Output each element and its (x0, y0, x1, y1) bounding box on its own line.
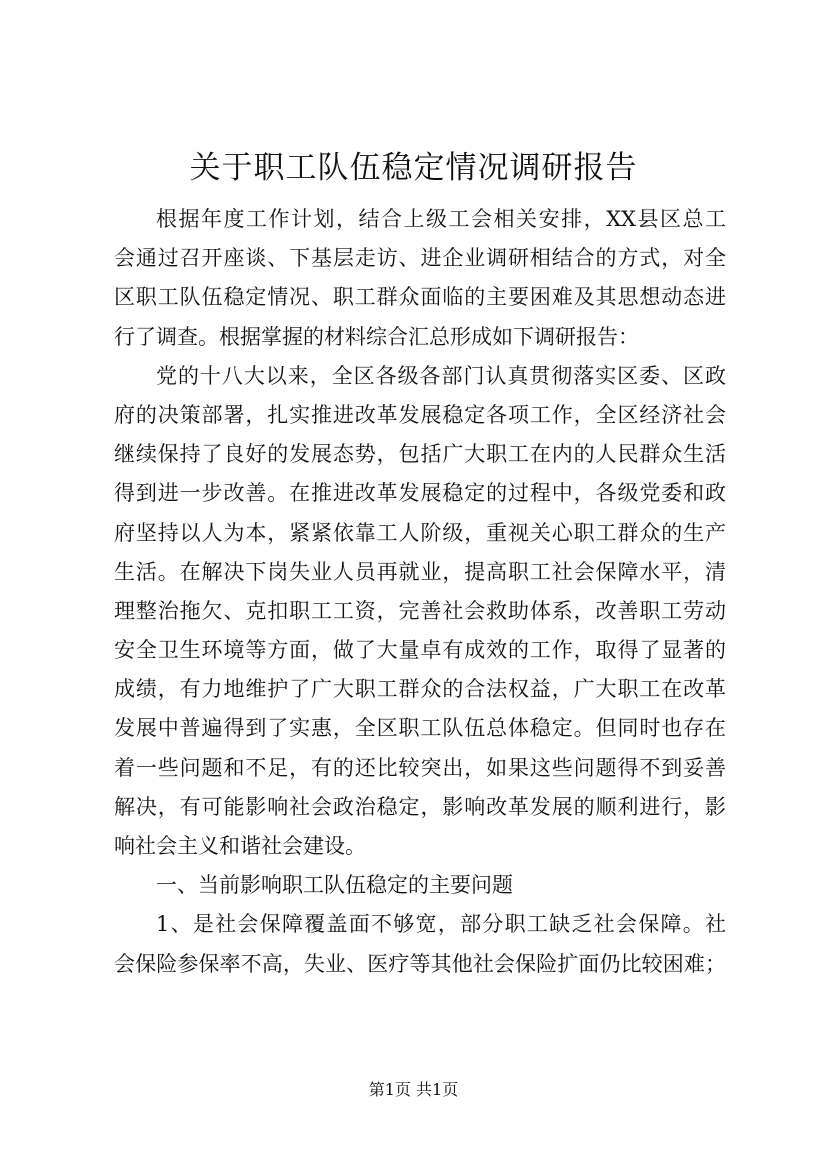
paragraph-line: 会保险参保率不高，失业、医疗等其他社会保险扩面仍比较困难； (114, 951, 726, 976)
paragraph-line: 府坚持以人为本，紧紧依靠工人阶级，重视关心职工群众的生产 (114, 520, 726, 545)
page-footer: 第1页 共1页 (368, 1080, 459, 1099)
paragraph-line: 响社会主义和谐社会建设。 (114, 834, 366, 858)
paragraph-line: 解决，有可能影响社会政治稳定，影响改革发展的顺利进行，影 (114, 794, 726, 819)
paragraph-line: 得到进一步改善。在推进改革发展稳定的过程中，各级党委和政 (114, 481, 726, 506)
paragraph-line: 着一些问题和不足，有的还比较突出，如果这些问题得不到妥善 (114, 755, 726, 780)
paragraph-line: 生活。在解决下岗失业人员再就业，提高职工社会保障水平，清 (114, 559, 726, 584)
paragraph-line: 党的十八大以来，全区各级各部门认真贯彻落实区委、区政 (156, 363, 726, 388)
paragraph-line: 行了调查。根据掌握的材料综合汇总形成如下调研报告： (114, 324, 639, 349)
paragraph-line: 会通过召开座谈、下基层走访、进企业调研相结合的方式，对全 (114, 246, 726, 271)
paragraph-line: 府的决策部署，扎实推进改革发展稳定各项工作，全区经济社会 (114, 402, 726, 427)
paragraph-line: 继续保持了良好的发展态势，包括广大职工在内的人民群众生活 (114, 442, 726, 467)
paragraph-line: 安全卫生环境等方面，做了大量卓有成效的工作，取得了显著的 (114, 638, 726, 663)
section-heading: 一、当前影响职工队伍稳定的主要问题 (156, 873, 513, 898)
paragraph-line: 理整治拖欠、克扣职工工资，完善社会救助体系，改善职工劳动 (114, 598, 726, 623)
paragraph-line: 成绩，有力地维护了广大职工群众的合法权益，广大职工在改革 (114, 677, 726, 702)
document-title: 关于职工队伍稳定情况调研报告 (189, 150, 638, 186)
paragraph-line: 1、是社会保障覆盖面不够宽，部分职工缺乏社会保障。社 (156, 912, 726, 937)
paragraph-line: 发展中普遍得到了实惠，全区职工队伍总体稳定。但同时也存在 (114, 716, 726, 741)
paragraph-line: 根据年度工作计划，结合上级工会相关安排，XX县区总工 (156, 207, 726, 231)
document-body (114, 200, 726, 984)
paragraph-line: 区职工队伍稳定情况、职工群众面临的主要困难及其思想动态进 (114, 285, 726, 310)
